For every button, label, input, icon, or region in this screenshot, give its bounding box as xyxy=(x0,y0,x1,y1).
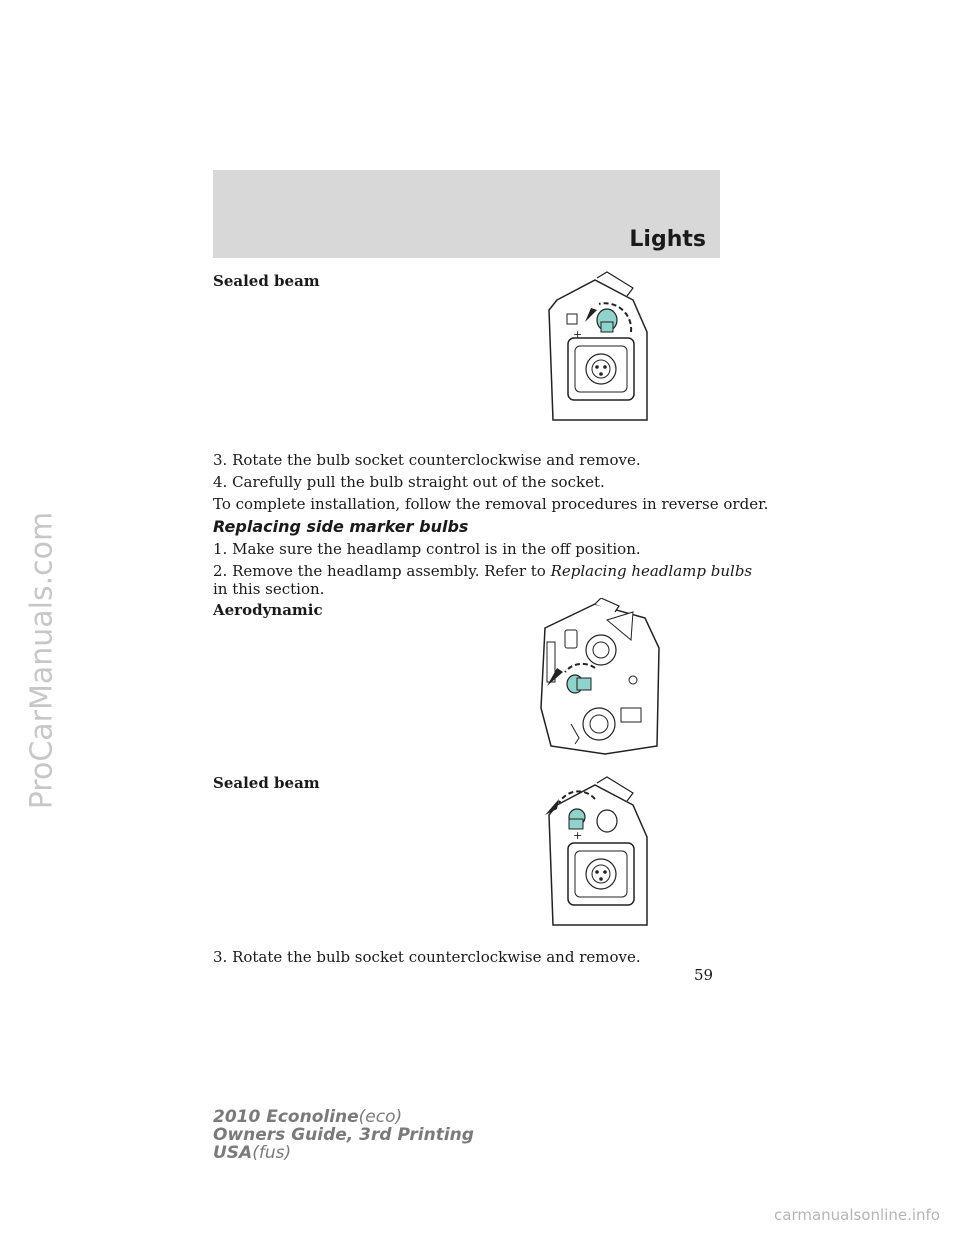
footer-model-code: (eco) xyxy=(358,1107,403,1127)
sealed-beam-headlamp-diagram-2 xyxy=(535,775,655,935)
document-footer xyxy=(213,1108,474,1162)
side-marker-heading: Replacing side marker bulbs xyxy=(213,517,469,536)
section-title: Lights xyxy=(629,227,706,252)
section-header xyxy=(213,170,720,258)
step-4-pull-bulb: 4. Carefully pull the bulb straight out of the socket. xyxy=(213,473,605,491)
side-marker-step-2 xyxy=(213,562,752,580)
svg-text:+: + xyxy=(573,829,583,842)
caption-sealed-beam-2: Sealed beam xyxy=(213,774,320,792)
headlamp-bulbs-reference: Replacing headlamp bulbs xyxy=(550,562,753,580)
caption-sealed-beam-1: Sealed beam xyxy=(213,272,320,290)
watermark-text: ProCarManuals.com xyxy=(24,511,60,809)
footer-model: 2010 Econoline xyxy=(213,1107,359,1127)
step-3-rotate-socket-side-marker: 3. Rotate the bulb socket counterclockwise and remove. xyxy=(213,948,641,966)
step-2-text: 2. Remove the headlamp assembly. Refer to xyxy=(213,562,546,580)
side-marker-step-2-continued: in this section. xyxy=(213,580,325,598)
watermark xyxy=(2,510,82,810)
complete-installation-text: To complete installation, follow the removal procedures in reverse order. xyxy=(213,495,769,513)
step-3-rotate-socket: 3. Rotate the bulb socket counterclockwise and remove. xyxy=(213,451,641,469)
svg-text:+: + xyxy=(573,328,583,341)
sealed-beam-headlamp-diagram-1 xyxy=(535,270,655,430)
aerodynamic-headlamp-diagram xyxy=(535,598,665,758)
footer-market-code: (fus) xyxy=(252,1143,292,1163)
side-marker-step-1: 1. Make sure the headlamp control is in the off position. xyxy=(213,540,641,558)
page-number: 59 xyxy=(694,966,714,984)
caption-aerodynamic: Aerodynamic xyxy=(213,601,323,619)
footer-market: USA xyxy=(213,1143,253,1163)
site-footer: carmanualsonline.info xyxy=(774,1206,940,1224)
footer-guide: Owners Guide, 3rd Printing xyxy=(213,1125,474,1145)
